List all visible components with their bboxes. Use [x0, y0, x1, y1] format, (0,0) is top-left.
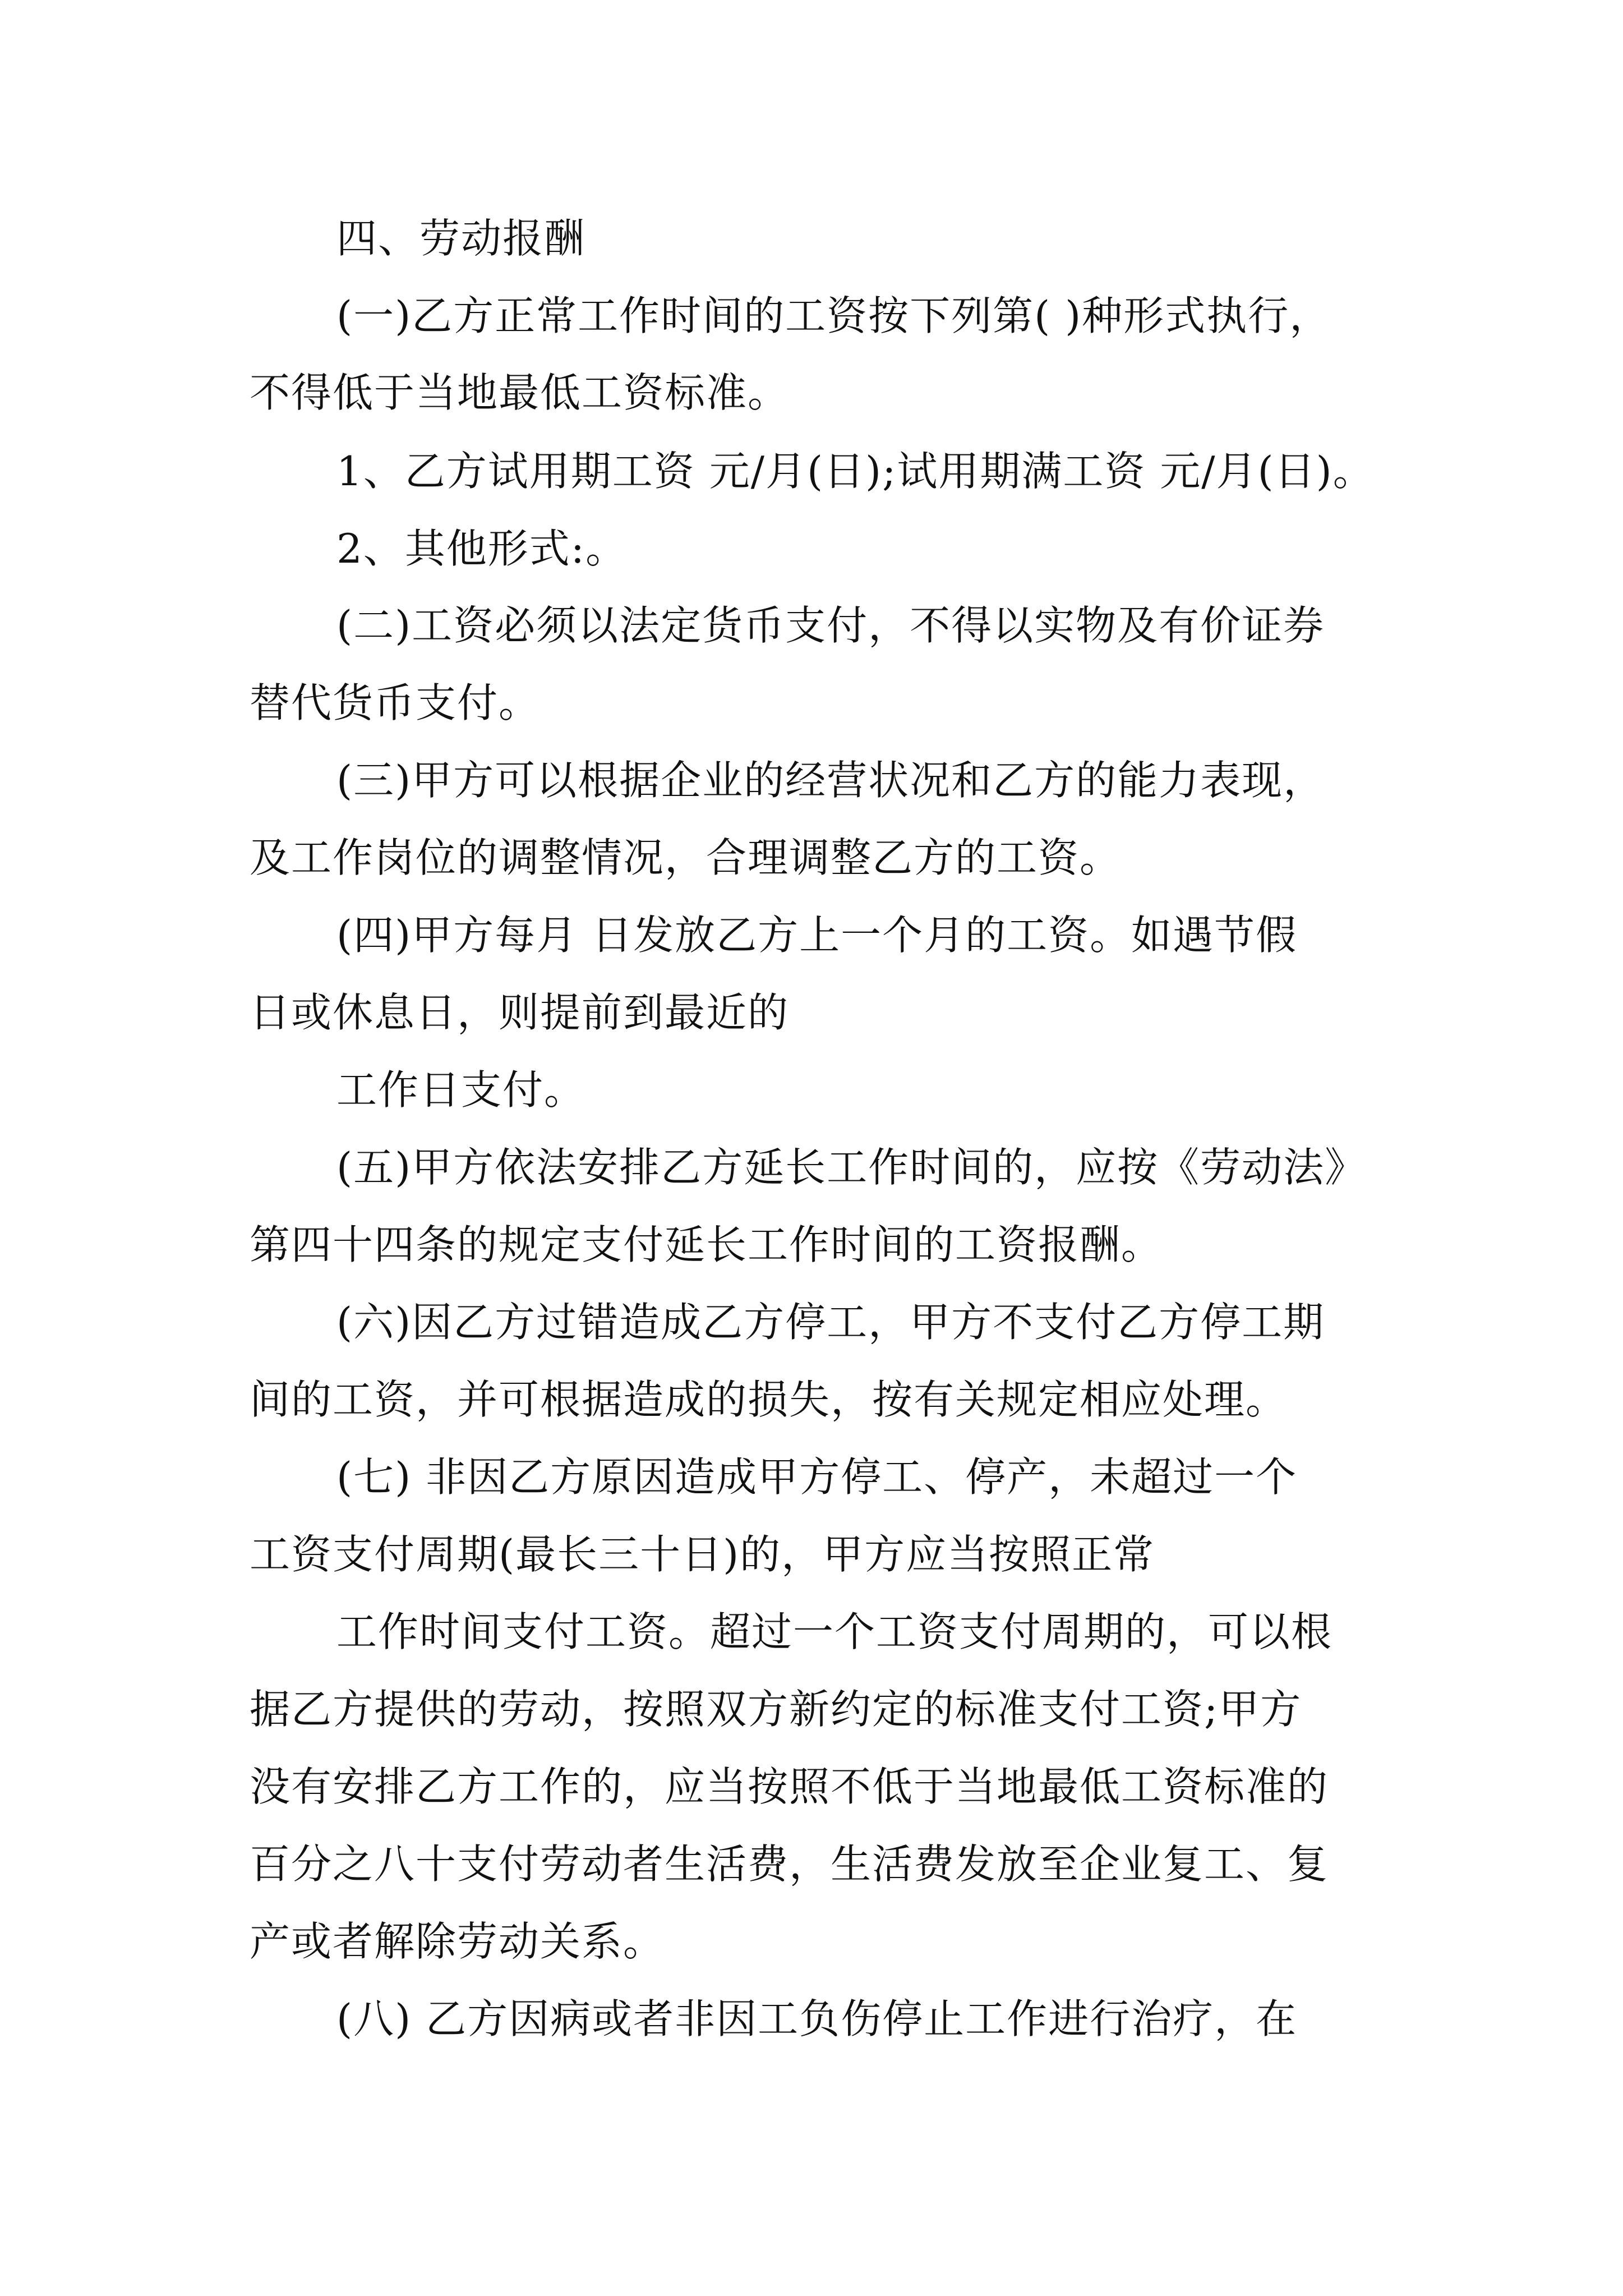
paragraph-7-line-1: (七) 非因乙方原因造成甲方停工、停产，未超过一个 [336, 1453, 1298, 1501]
paragraph-4-line-2: 日或休息日，则提前到最近的 [250, 989, 790, 1036]
paragraph-8-line-2: 据乙方提供的劳动，按照双方新约定的标准支付工资;甲方 [250, 1686, 1302, 1733]
paragraph-2-line-1: (二)工资必须以法定货币支付，不得以实物及有价证券 [336, 602, 1325, 649]
paragraph-1-item-1: 1、乙方试用期工资 元/月(日);试用期满工资 元/月(日)。 [336, 448, 1375, 495]
paragraph-5-line-2: 第四十四条的规定支付延长工作时间的工资报酬。 [250, 1221, 1163, 1268]
paragraph-4-line-1: (四)甲方每月 日发放乙方上一个月的工资。如遇节假 [336, 912, 1298, 959]
paragraph-1-line-2: 不得低于当地最低工资标准。 [250, 369, 790, 416]
paragraph-6-line-2: 间的工资，并可根据造成的损失，按有关规定相应处理。 [250, 1376, 1288, 1423]
paragraph-4-line-3: 工作日支付。 [336, 1066, 586, 1114]
paragraph-8-line-4: 百分之八十支付劳动者生活费，生活费发放至企业复工、复 [250, 1841, 1329, 1888]
paragraph-3-line-1: (三)甲方可以根据企业的经营状况和乙方的能力表现， [336, 757, 1325, 804]
section-heading: 四、劳动报酬 [336, 215, 586, 262]
paragraph-8-line-3: 没有安排乙方工作的，应当按照不低于当地最低工资标准的 [250, 1763, 1329, 1810]
paragraph-8-line-5: 产或者解除劳动关系。 [250, 1918, 665, 1965]
paragraph-2-line-2: 替代货币支付。 [250, 679, 541, 726]
paragraph-9-line-1: (八) 乙方因病或者非因工负伤停止工作进行治疗，在 [336, 1995, 1298, 2042]
paragraph-1-item-2: 2、其他形式:。 [336, 525, 628, 572]
paragraph-6-line-1: (六)因乙方过错造成乙方停工，甲方不支付乙方停工期 [336, 1299, 1325, 1346]
paragraph-1-line-1: (一)乙方正常工作时间的工资按下列第( )种形式执行， [336, 292, 1331, 339]
paragraph-8-line-1: 工作时间支付工资。超过一个工资支付周期的，可以根 [336, 1608, 1333, 1655]
paragraph-3-line-2: 及工作岗位的调整情况，合理调整乙方的工资。 [250, 834, 1122, 881]
paragraph-7-line-2: 工资支付周期(最长三十日)的，甲方应当按照正常 [250, 1531, 1155, 1578]
paragraph-5-line-1: (五)甲方依法安排乙方延长工作时间的，应按《劳动法》 [336, 1144, 1367, 1191]
